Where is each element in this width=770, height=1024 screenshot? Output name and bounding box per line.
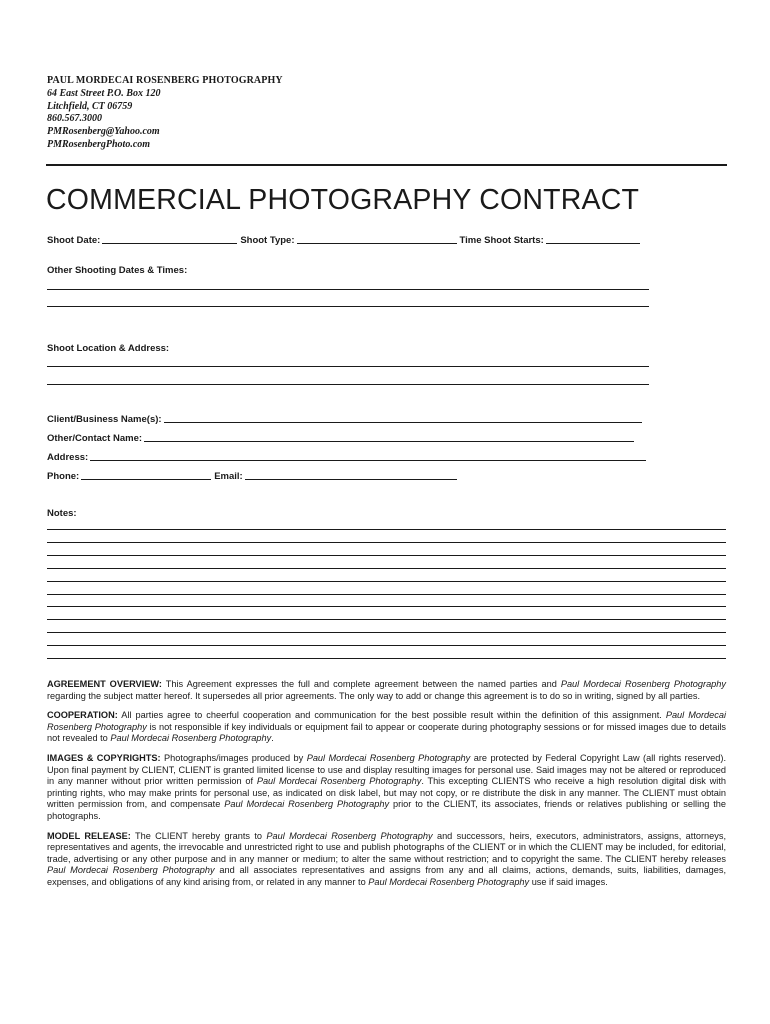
phone-number: 860.567.3000 [47, 113, 102, 125]
other-contact-row [47, 431, 637, 444]
studio-name-ref: Paul Mordecai Rosenberg Photography [266, 830, 433, 841]
cooperation-heading: COOPERATION: [47, 710, 118, 721]
studio-name-ref: Paul Mordecai Rosenberg Photography [306, 752, 471, 763]
contract-terms [47, 679, 726, 897]
time-shoot-starts-label: Time Shoot Starts: [459, 235, 544, 246]
street-address: 64 East Street P.O. Box 120 [47, 87, 161, 99]
address-label: Address: [47, 452, 89, 463]
notes-line[interactable] [47, 658, 726, 659]
city-state-zip: Litchfield, CT 06759 [47, 100, 133, 112]
client-name-label: Client/Business Name(s): [47, 414, 162, 425]
client-name-field[interactable] [164, 412, 642, 423]
cooperation [47, 710, 726, 745]
phone-email-row [47, 469, 460, 482]
letterhead [47, 75, 283, 152]
phone-label: Phone: [47, 471, 80, 482]
email-field[interactable] [245, 469, 457, 480]
notes-line[interactable] [47, 581, 726, 582]
studio-name-ref: Paul Mordecai Rosenberg Photography [47, 865, 215, 876]
studio-name-ref: Paul Mordecai Rosenberg Photography [47, 710, 726, 732]
cooperation-text: All parties agree to cheerful cooperation and communication for the best possible result within the definition of this assignment. [117, 710, 666, 721]
agreement-text: regarding the subject matter hereof. It supersedes all prior agreements. The only way to add or change this agreement is to do so in writing, signed by all parties. [47, 690, 701, 701]
studio-name-ref: Paul Mordecai Rosenberg Photography [224, 799, 390, 810]
location-label: Shoot Location & Address: [47, 343, 170, 354]
address-row [47, 450, 649, 463]
cooperation-text: is not responsible if key individuals or equipment fail to appear or cooperate during photography sessions or for missed images due to details not revealed to [47, 721, 726, 744]
email-label: Email: [214, 471, 243, 482]
other-dates-line-2[interactable] [47, 306, 649, 307]
shoot-info-row [47, 233, 643, 246]
model-text: and successors, heirs, executors, administrators, assigns, attorneys, representatives and agents, the irrevocable and unrestricted right to use and publish photographs of the CLIENT or in which the CLIENT may be included, for editorial, trade, advertising or any other purpose and in any manner or medium; to alter the same without restriction; and to copyright the same. The CLIENT hereby releases [47, 830, 726, 864]
studio-name-ref: Paul Mordecai Rosenberg Photography [256, 776, 422, 787]
notes-line[interactable] [47, 632, 726, 633]
notes-line[interactable] [47, 555, 726, 556]
other-dates-line-1[interactable] [47, 289, 649, 290]
notes-label: Notes: [47, 508, 77, 519]
images-copyrights [47, 753, 726, 823]
shoot-type-label: Shoot Type: [240, 235, 295, 246]
website: PMRosenbergPhoto.com [47, 138, 151, 150]
client-name-row [47, 412, 645, 425]
notes-line[interactable] [47, 568, 726, 569]
model-text: and all associates representatives and assigns from any and all claims, actions, demands, suits, liabilities, damages, expenses, and obligations of any kind arising from, or related in any manner to [47, 865, 726, 887]
shoot-type-field[interactable] [297, 233, 457, 244]
notes-line[interactable] [47, 619, 726, 620]
notes-line[interactable] [47, 606, 726, 607]
header-divider [46, 164, 727, 166]
images-heading: IMAGES & COPYRIGHTS: [47, 752, 161, 763]
agreement-overview [47, 679, 726, 702]
other-dates-label: Other Shooting Dates & Times: [47, 265, 188, 276]
notes-line[interactable] [47, 645, 726, 646]
location-line-1[interactable] [47, 366, 649, 367]
notes-line[interactable] [47, 529, 726, 530]
model-release [47, 831, 726, 889]
page-title: COMMERCIAL PHOTOGRAPHY CONTRACT [46, 184, 640, 216]
shoot-date-field[interactable] [102, 233, 237, 244]
images-text: prior to the CLIENT, its associates, friends or relatives publishing or selling the photographs. [47, 799, 727, 821]
images-text: . This excepting CLIENTS who receive a high resolution digital disk with printing rights, who may make prints for personal use, as indicated on disk label, but may not copy, or re distribute the disk in any manner. The CLIENT must obtain written permission from, and compensate [47, 776, 726, 810]
images-text: are protected by Federal Copyright Law (all rights reserved). Upon final payment by CLIENT, CLIENT is granted limited license to use and display resulting images for personal use. Said images may not be altered or reproduced in any manner without prior written permission of [47, 752, 726, 787]
studio-name-ref: Paul Mordecai Rosenberg Photography [110, 733, 272, 744]
cooperation-text: . [271, 733, 274, 744]
studio-name-ref: Paul Mordecai Rosenberg Photography [560, 679, 726, 689]
model-heading: MODEL RELEASE: [47, 830, 131, 841]
time-shoot-starts-field[interactable] [546, 233, 640, 244]
notes-line[interactable] [47, 542, 726, 543]
other-contact-label: Other/Contact Name: [47, 433, 143, 444]
shoot-date-label: Shoot Date: [47, 235, 101, 246]
studio-name-ref: Paul Mordecai Rosenberg Photography [368, 876, 530, 887]
other-contact-field[interactable] [144, 431, 634, 442]
email-address: PMRosenberg@Yahoo.com [47, 126, 160, 138]
agreement-text: This Agreement expresses the full and complete agreement between the named parties and [161, 679, 561, 689]
images-text: Photographs/images produced by [160, 752, 307, 763]
phone-field[interactable] [81, 469, 211, 480]
address-field[interactable] [90, 450, 646, 461]
agreement-heading: AGREEMENT OVERVIEW: [47, 679, 162, 689]
location-line-2[interactable] [47, 384, 649, 385]
model-text: use if said images. [529, 876, 608, 887]
studio-name: PAUL MORDECAI ROSENBERG PHOTOGRAPHY [47, 75, 283, 86]
notes-line[interactable] [47, 594, 726, 595]
model-text: The CLIENT hereby grants to [130, 830, 267, 841]
